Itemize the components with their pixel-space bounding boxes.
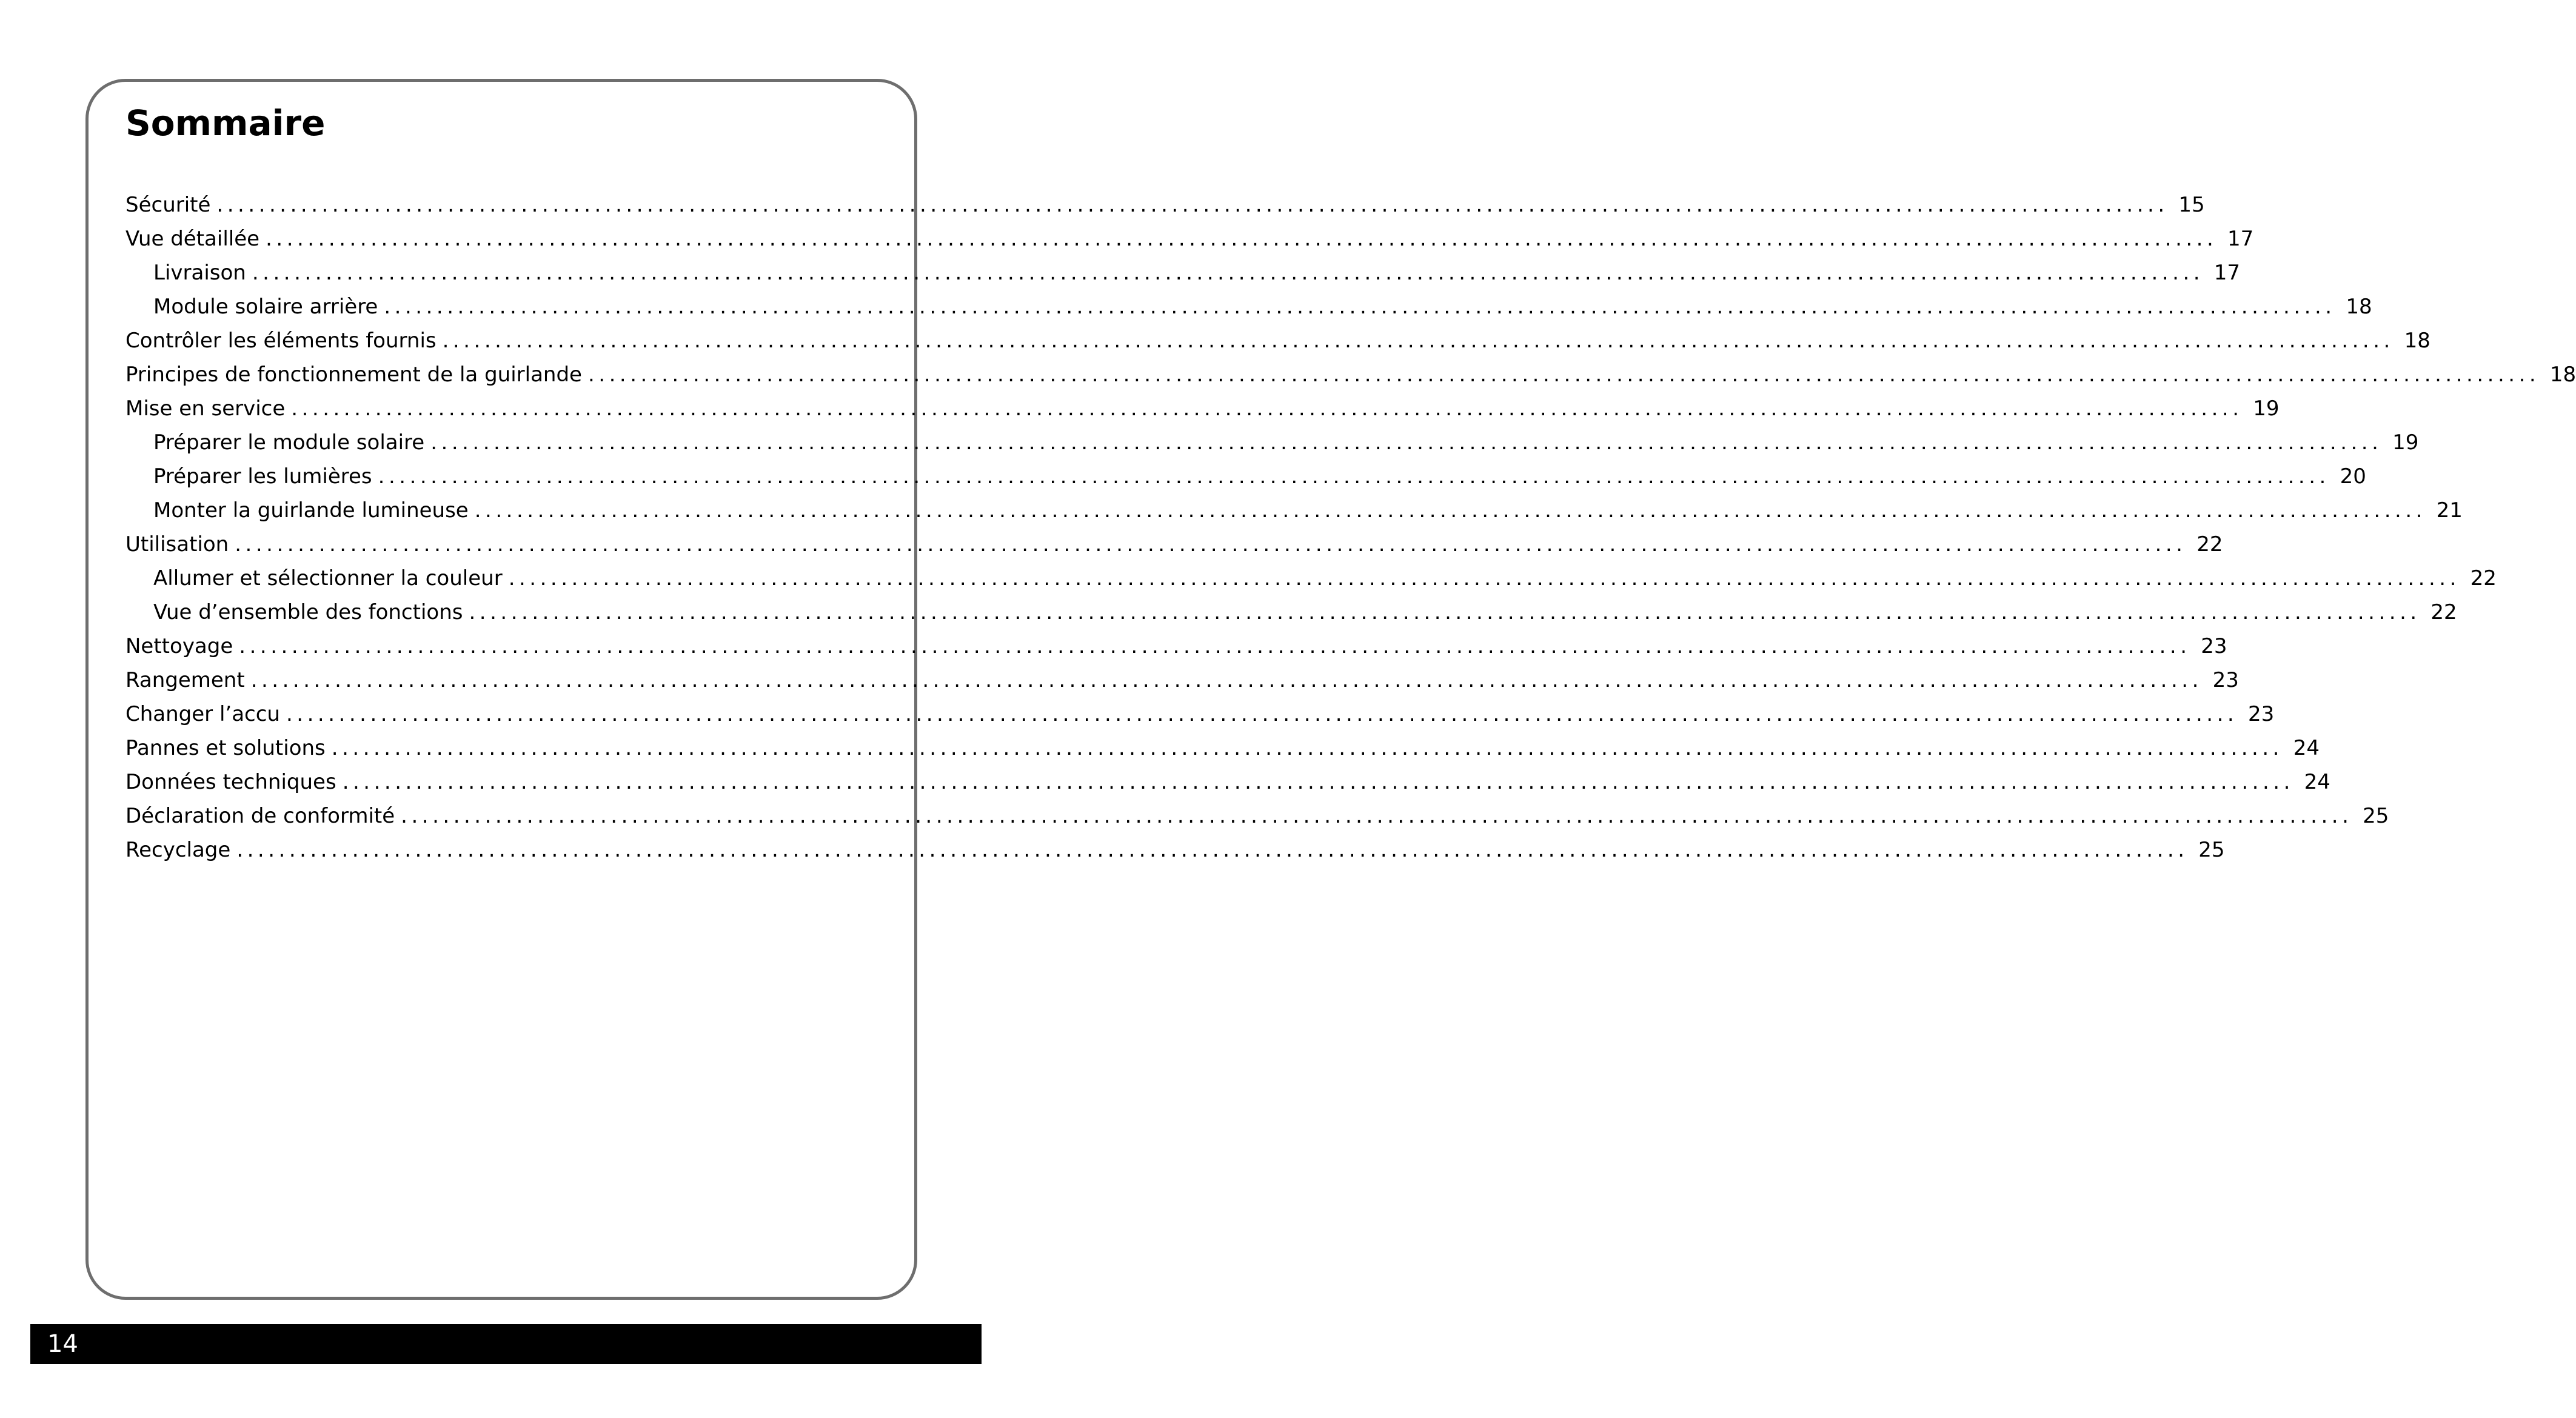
toc-entry-page: 23 [2212,668,2239,692]
toc-entry-page: 21 [2436,498,2463,523]
toc-entry[interactable] [125,629,2227,663]
toc-dot-leader: .......................................................................................................................................................................................... [474,498,2426,523]
toc-entry-page: 20 [2340,464,2366,489]
toc-entry-label: Module solaire arrière [153,295,378,319]
toc-entry-label: Rangement [125,668,245,692]
toc-entry[interactable] [125,765,2330,799]
toc-entry-page: 24 [2304,770,2330,794]
toc-dot-leader: .......................................................................................................................................................................................... [587,363,2540,387]
toc-subentry[interactable] [125,426,2419,460]
toc-entry-label: Livraison [153,261,246,285]
toc-entry-page: 23 [2201,634,2227,658]
table-of-contents [125,188,2576,867]
toc-entry-page: 18 [2404,329,2430,353]
page-title: Sommaire [125,102,326,144]
toc-dot-leader: .......................................................................................................................................................................................... [430,430,2383,455]
toc-entry[interactable] [125,222,2254,256]
toc-dot-leader: .......................................................................................................................................................................................... [252,261,2204,285]
toc-entry[interactable] [125,663,2239,697]
toc-dot-leader: .......................................................................................................................................................................................... [216,193,2169,217]
toc-entry-label: Allumer et sélectionner la couleur [153,566,503,590]
toc-subentry[interactable] [125,256,2241,290]
toc-entry-label: Données techniques [125,770,336,794]
toc-entry-page: 19 [2253,396,2280,421]
toc-dot-leader: .......................................................................................................................................................................................... [342,770,2294,794]
toc-entry[interactable] [125,833,2225,867]
toc-entry-label: Principes de fonctionnement de la guirlande [125,363,582,387]
toc-dot-leader: .......................................................................................................................................................................................... [469,600,2421,624]
toc-entry-label: Monter la guirlande lumineuse [153,498,469,523]
toc-subentry[interactable] [125,595,2457,629]
toc-entry[interactable] [125,697,2275,731]
toc-entry-page: 25 [2198,838,2225,862]
toc-entry-page: 18 [2346,295,2372,319]
toc-entry-label: Pannes et solutions [125,736,326,760]
toc-entry-page: 17 [2213,261,2241,285]
toc-entry-page: 17 [2227,227,2254,251]
toc-entry[interactable] [125,358,2576,392]
toc-entry[interactable] [125,799,2389,833]
toc-entry[interactable] [125,188,2205,222]
toc-dot-leader: .......................................................................................................................................................................................... [508,566,2460,590]
toc-entry-page: 18 [2549,363,2576,387]
toc-entry-page: 22 [2470,566,2497,590]
toc-entry-page: 22 [2430,600,2457,624]
toc-dot-leader: .......................................................................................................................................................................................... [384,295,2336,319]
toc-dot-leader: .......................................................................................................................................................................................... [291,396,2243,421]
toc-subentry[interactable] [125,561,2497,595]
toc-entry[interactable] [125,324,2430,358]
page-number: 14 [47,1330,78,1358]
toc-dot-leader: .......................................................................................................................................................................................... [266,227,2218,251]
toc-entry-label: Déclaration de conformité [125,804,395,828]
toc-entry-label: Préparer le module solaire [153,430,425,455]
toc-entry-label: Contrôler les éléments fournis [125,329,437,353]
toc-entry-page: 19 [2392,430,2419,455]
toc-dot-leader: .......................................................................................................................................................................................... [401,804,2353,828]
toc-dot-leader: .......................................................................................................................................................................................... [250,668,2203,692]
toc-entry-label: Utilisation [125,532,229,557]
toc-entry-page: 24 [2293,736,2320,760]
toc-entry-label: Vue détaillée [125,227,260,251]
toc-entry[interactable] [125,527,2223,561]
toc-dot-leader: .......................................................................................................................................................................................... [442,329,2394,353]
toc-dot-leader: .......................................................................................................................................................................................... [286,702,2238,726]
toc-subentry[interactable] [125,460,2366,493]
toc-dot-leader: .......................................................................................................................................................................................... [239,634,2191,658]
toc-dot-leader: .......................................................................................................................................................................................... [236,838,2189,862]
toc-entry-label: Mise en service [125,396,286,421]
toc-subentry[interactable] [125,493,2463,527]
toc-entry[interactable] [125,392,2280,426]
toc-entry-label: Préparer les lumières [153,464,372,489]
toc-entry-label: Recyclage [125,838,231,862]
footer-bar [30,1324,982,1364]
toc-entry-label: Vue d’ensemble des fonctions [153,600,463,624]
toc-dot-leader: .......................................................................................................................................................................................... [235,532,2187,557]
toc-subentry[interactable] [125,290,2372,324]
toc-entry-label: Changer l’accu [125,702,280,726]
toc-dot-leader: .......................................................................................................................................................................................... [378,464,2330,489]
toc-entry-page: 25 [2363,804,2389,828]
toc-entry-page: 22 [2196,532,2223,557]
toc-entry-label: Nettoyage [125,634,233,658]
toc-entry-label: Sécurité [125,193,211,217]
toc-dot-leader: .......................................................................................................................................................................................... [331,736,2283,760]
toc-entry-page: 23 [2247,702,2275,726]
toc-entry[interactable] [125,731,2320,765]
toc-entry-page: 15 [2178,193,2205,217]
